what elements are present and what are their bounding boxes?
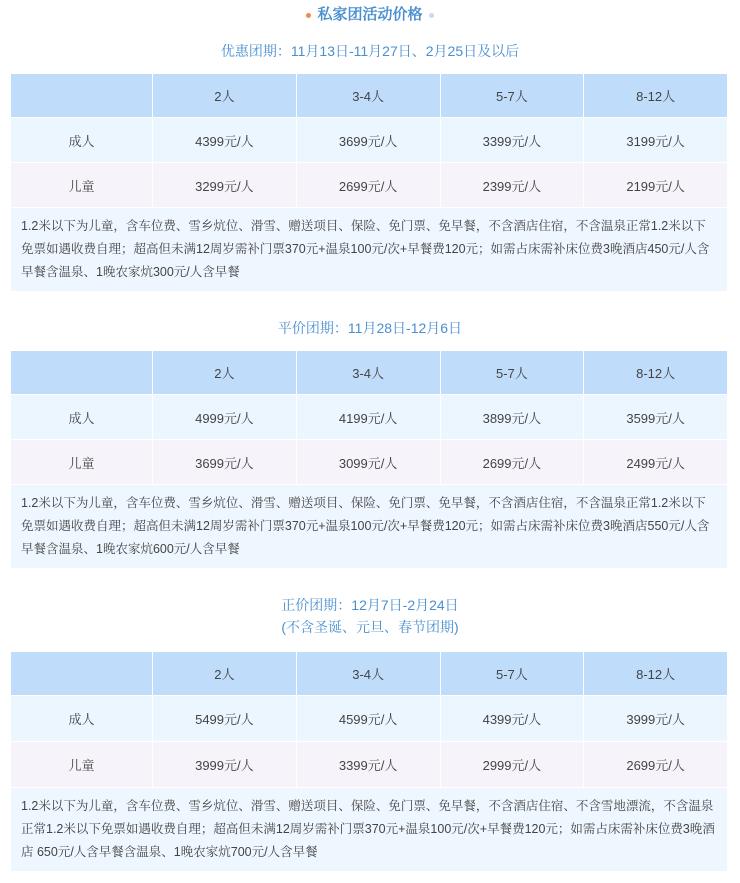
note-text: 1.2米以下为儿童，含车位费、雪乡炕位、滑雪、赠送项目、保险、免门票、免早餐，不含酒店住宿，不含温泉正常1.2米以下免票如遇收费自理；超高但未满12周岁需补门票370元+温泉100元/次+早餐费120元；如需占床需补床位费3晚酒店550元/人含早餐含温泉、1晚农家炕600元/人含早餐 [11,485,728,569]
column-header: 3-4人 [296,74,440,118]
row-label: 儿童 [11,440,153,485]
price-cell: 4999元/人 [153,395,297,440]
column-header [11,652,153,696]
table-header-row [11,351,728,395]
column-header: 8-12人 [584,351,728,395]
column-header [11,351,153,395]
column-header: 5-7人 [440,74,584,118]
row-label: 成人 [11,696,153,742]
price-cell: 3399元/人 [296,742,440,788]
price-cell: 4199元/人 [296,395,440,440]
period-line: 平价团期：11月28日-12月6日 [277,320,463,336]
price-cell: 5499元/人 [153,696,297,742]
column-header: 3-4人 [296,652,440,696]
column-header: 5-7人 [440,652,584,696]
price-cell: 2399元/人 [440,163,584,208]
price-cell: 2499元/人 [584,440,728,485]
price-cell: 3999元/人 [153,742,297,788]
page-title [0,4,740,26]
price-table [10,73,728,292]
price-table [10,651,728,872]
price-cell: 4599元/人 [296,696,440,742]
note-row [11,788,728,872]
row-label: 儿童 [11,163,153,208]
price-cell: 2699元/人 [440,440,584,485]
page-title-text: 私家团活动价格 [317,6,423,23]
table-row [11,395,728,440]
price-cell: 3199元/人 [584,118,728,163]
table-row [11,440,728,485]
table-row [11,696,728,742]
price-cell: 3599元/人 [584,395,728,440]
period-line: 优惠团期：11月13日-11月27日、2月25日及以后 [220,43,520,59]
price-cell: 2999元/人 [440,742,584,788]
price-cell: 3699元/人 [296,118,440,163]
table-row [11,118,728,163]
period-line: 正价团期：12月7日-2月24日 [281,597,459,613]
period-label [0,40,740,62]
price-cell: 2699元/人 [584,742,728,788]
price-cell: 3899元/人 [440,395,584,440]
column-header: 2人 [153,652,297,696]
table-header-row [11,652,728,696]
note-row [11,208,728,292]
note-text: 1.2米以下为儿童，含车位费、雪乡炕位、滑雪、赠送项目、保险、免门票、免早餐，不含酒店住宿、不含雪地漂流，不含温泉正常1.2米以下免票如遇收费自理；超高但未满12周岁需补门票370元+温泉100元/次+早餐费120元；如需占床需补床位费3晚酒店 650元/人含早餐含温泉、1晚农家炕700元/人含早餐 [11,788,728,872]
price-cell: 2699元/人 [296,163,440,208]
column-header: 5-7人 [440,351,584,395]
price-cell: 3399元/人 [440,118,584,163]
note-text: 1.2米以下为儿童，含车位费、雪乡炕位、滑雪、赠送项目、保险、免门票、免早餐，不含酒店住宿，不含温泉正常1.2米以下免票如遇收费自理；超高但未满12周岁需补门票370元+温泉100元/次+早餐费120元；如需占床需补床位费3晚酒店450元/人含早餐含温泉、1晚农家炕300元/人含早餐 [11,208,728,292]
column-header: 2人 [153,351,297,395]
column-header: 2人 [153,74,297,118]
price-cell: 3099元/人 [296,440,440,485]
price-cell: 3299元/人 [153,163,297,208]
table-row [11,163,728,208]
column-header: 8-12人 [584,652,728,696]
price-cell: 3999元/人 [584,696,728,742]
price-table [10,350,728,569]
period-line: (不含圣诞、元旦、春节团期) [281,619,459,635]
table-header-row [11,74,728,118]
row-label: 儿童 [11,742,153,788]
price-cell: 2199元/人 [584,163,728,208]
note-row [11,485,728,569]
period-label [0,594,740,638]
row-label: 成人 [11,118,153,163]
price-cell: 4399元/人 [440,696,584,742]
column-header: 8-12人 [584,74,728,118]
table-row [11,742,728,788]
price-cell: 4399元/人 [153,118,297,163]
title-dot-right [429,13,434,18]
price-cell: 3699元/人 [153,440,297,485]
title-dot-left [306,13,311,18]
period-label [0,317,740,339]
column-header: 3-4人 [296,351,440,395]
row-label: 成人 [11,395,153,440]
column-header [11,74,153,118]
